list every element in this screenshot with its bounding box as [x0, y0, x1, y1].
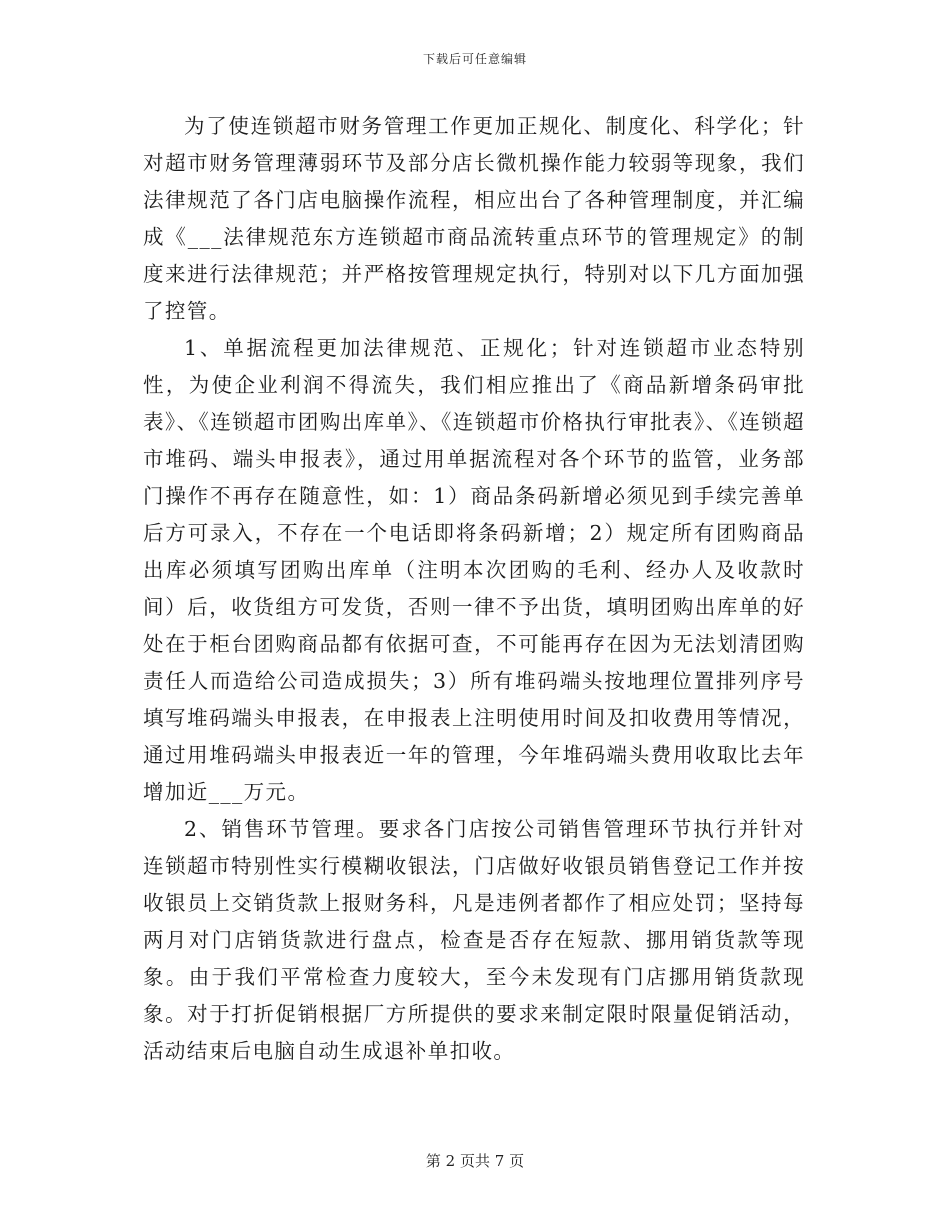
page-footer: 第 2 页共 7 页	[425, 1152, 525, 1170]
paragraph-intro: 为了使连锁超市财务管理工作更加正规化、制度化、科学化；针对超市财务管理薄弱环节及部分店长微机操作能力较弱等现象，我们法律规范了各门店电脑操作流程，相应出台了各种管理制度，并汇编成《___法律规范东方连锁超市商品流转重点环节的管理规定》的制度来进行法律规范；并严格按管理规定执行，特别对以下几方面加强了控管。	[143, 114, 805, 323]
page-header: 下载后可任意编辑	[422, 52, 527, 66]
document-body	[143, 108, 805, 1070]
paragraph-sales-management: 2、销售环节管理。要求各门店按公司销售管理环节执行并针对连锁超市特别性实行模糊收银法，门店做好收银员销售登记工作并按收银员上交销货款上报财务科，凡是违例者都作了相应处罚；坚持每两月对门店销货款进行盘点，检查是否存在短款、挪用销货款等现象。由于我们平常检查力度较大，至今未发现有门店挪用销货款现象。对于打折促销根据厂方所提供的要求来制定限时限量促销活动，活动结束后电脑自动生成退补单扣收。	[143, 817, 805, 1063]
paragraph-document-flow: 1、单据流程更加法律规范、正规化；针对连锁超市业态特别性，为使企业利润不得流失，我们相应推出了《商品新增条码审批表》、《连锁超市团购出库单》、《连锁超市价格执行审批表》、《连锁超市堆码、端头申报表》，通过用单据流程对各个环节的监管，业务部门操作不再存在随意性，如：1）商品条码新增必须见到手续完善单后方可录入，不存在一个电话即将条码新增；2）规定所有团购商品出库必须填写团购出库单（注明本次团购的毛利、经办人及收款时间）后，收货组方可发货，否则一律不予出货，填明团购出库单的好处在于柜台团购商品都有依据可查，不可能再存在因为无法划清团购责任人而造给公司造成损失；3）所有堆码端头按地理位置排列序号填写堆码端头申报表，在申报表上注明使用时间及扣收费用等情况，通过用堆码端头申报表近一年的管理，今年堆码端头费用收取比去年增加近___万元。	[143, 336, 805, 804]
